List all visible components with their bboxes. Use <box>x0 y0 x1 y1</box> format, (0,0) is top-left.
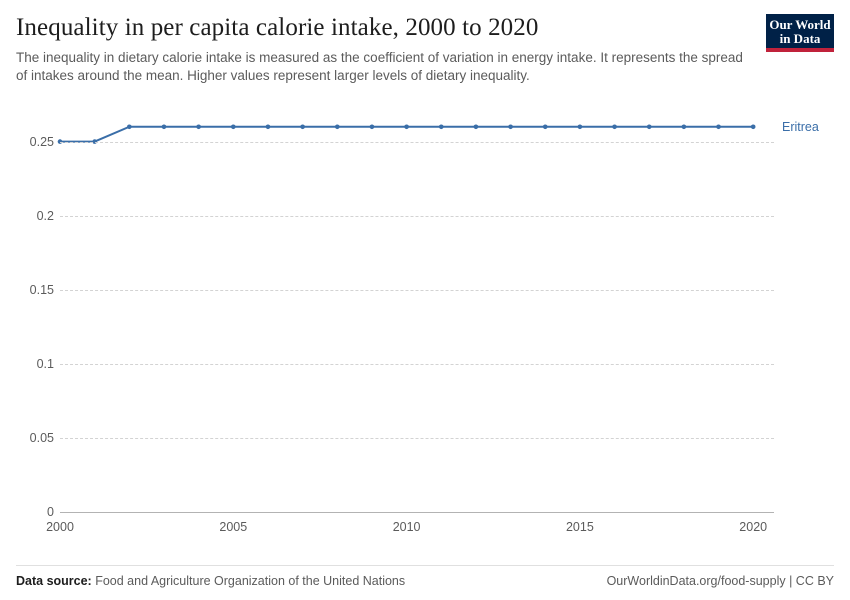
chart-header <box>16 14 834 85</box>
series-point <box>266 125 271 130</box>
gridline <box>60 142 774 143</box>
series-point <box>335 125 340 130</box>
y-axis-tick-label: 0.2 <box>36 208 54 223</box>
y-axis-tick-label: 0.25 <box>29 134 54 149</box>
chart-area <box>16 99 834 554</box>
x-axis-tick-label: 2015 <box>565 520 594 535</box>
series-point <box>196 125 201 130</box>
data-source-label: Data source: <box>16 574 92 588</box>
gridline <box>60 438 774 439</box>
series-point <box>231 125 236 130</box>
series-point <box>508 125 513 130</box>
logo-line-1: Our World <box>769 17 831 32</box>
series-point <box>578 125 583 130</box>
our-world-in-data-logo[interactable] <box>766 14 834 52</box>
x-axis-tick-label: 2010 <box>392 520 421 535</box>
x-axis-tick-label: 2000 <box>46 520 74 535</box>
gridline <box>60 216 774 217</box>
series-label-eritrea[interactable]: Eritrea <box>782 119 819 134</box>
y-axis-tick-label: 0.05 <box>29 431 54 446</box>
y-axis-tick-label: 0.1 <box>36 357 54 372</box>
series-point <box>612 125 617 130</box>
series-point <box>439 125 444 130</box>
y-axis-tick-label: 0.15 <box>29 282 54 297</box>
attribution[interactable]: OurWorldinData.org/food-supply | CC BY <box>606 574 834 588</box>
logo-line-2: in Data <box>779 31 821 47</box>
page-title: Inequality in per capita calorie intake, 2000 to 2020 <box>16 14 539 41</box>
data-source <box>16 574 405 588</box>
series-point <box>404 125 409 130</box>
series-point <box>543 125 548 130</box>
gridline <box>60 364 774 365</box>
chart-footer <box>16 565 834 588</box>
series-point <box>751 125 756 130</box>
plot-region[interactable] <box>29 109 819 535</box>
chart-subtitle: The inequality in dietary calorie intake is measured as the coefficient of variation in energy intake. It represents the spread of intakes around the mean. Higher values represent larger levels of dietary inequality. <box>16 49 743 83</box>
data-source-value: Food and Agriculture Organization of the United Nations <box>95 574 406 588</box>
series-point <box>716 125 721 130</box>
series-point <box>127 125 132 130</box>
gridline <box>60 512 774 513</box>
series-point <box>162 125 167 130</box>
x-axis-tick-label: 2005 <box>219 520 248 535</box>
series-point <box>647 125 652 130</box>
x-axis-tick-label: 2020 <box>739 520 768 535</box>
gridline <box>60 290 774 291</box>
series-point <box>300 125 305 130</box>
series-lines <box>60 109 774 512</box>
y-axis-tick-label: 0 <box>47 505 54 520</box>
series-point <box>682 125 687 130</box>
series-point <box>370 125 375 130</box>
series-point <box>474 125 479 130</box>
